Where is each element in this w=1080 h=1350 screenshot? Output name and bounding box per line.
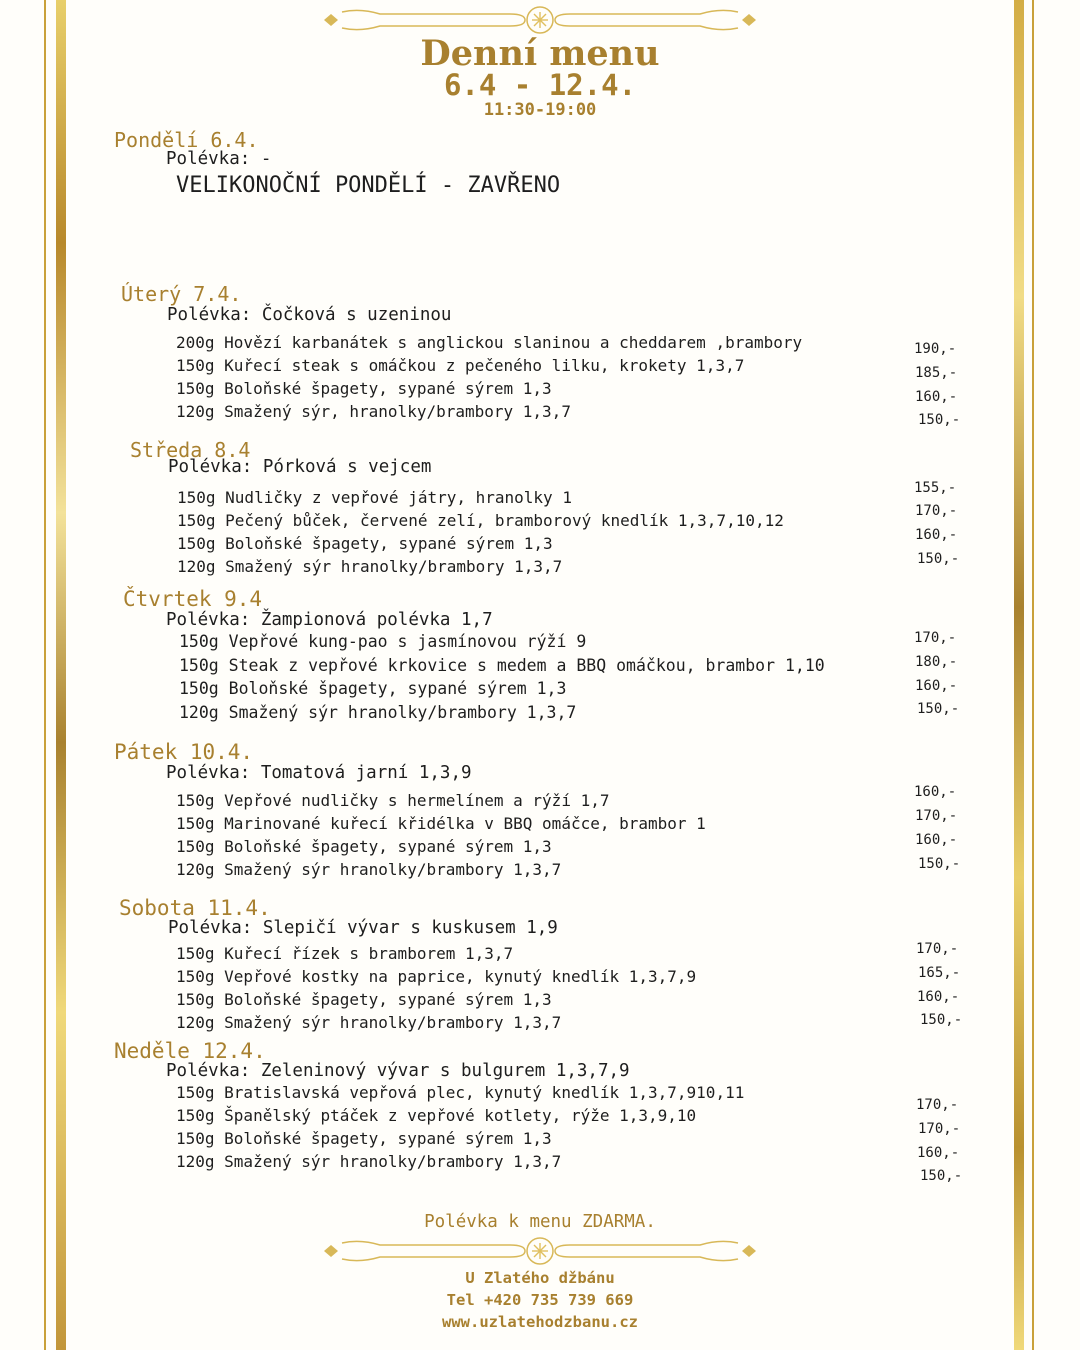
dish-price: 170,- <box>916 1097 959 1113</box>
dish-price: 160,- <box>915 678 958 694</box>
dish-price: 160,- <box>915 832 958 848</box>
soup-sunday: Polévka: Zeleninový vývar s bulgurem 1,3,7,9 <box>166 1061 630 1081</box>
dish-item: 150g Boloňské špagety, sypané sýrem 1,3 <box>177 534 553 553</box>
dish-item: 120g Smažený sýr hranolky/brambory 1,3,7 <box>176 860 562 879</box>
dish-item: 150g Bratislavská vepřová plec, kynutý knedlík 1,3,7,910,11 <box>176 1083 745 1102</box>
day-label-saturday: Sobota 11.4. <box>119 896 271 920</box>
dish-price: 170,- <box>915 808 958 824</box>
page-title: Denní menu <box>420 33 660 74</box>
dish-price: 155,- <box>914 480 957 496</box>
dish-item: 150g Vepřové kung-pao s jasmínovou rýží 9 <box>179 632 587 651</box>
border-outer-left <box>44 0 46 1350</box>
dish-item: 200g Hovězí karbanátek s anglickou slaninou a cheddarem ,brambory <box>176 333 803 352</box>
dish-price: 170,- <box>916 941 959 957</box>
dish-item: 120g Smažený sýr hranolky/brambory 1,3,7 <box>176 1013 562 1032</box>
dish-price: 150,- <box>918 412 961 428</box>
soup-saturday: Polévka: Slepičí vývar s kuskusem 1,9 <box>168 918 558 938</box>
dish-item: 150g Boloňské špagety, sypané sýrem 1,3 <box>176 379 552 398</box>
bottom-ornament <box>320 1231 760 1271</box>
day-label-sunday: Neděle 12.4. <box>114 1039 266 1063</box>
dish-price: 150,- <box>920 1168 963 1184</box>
free-soup-note: Polévka k menu ZDARMA. <box>424 1212 656 1232</box>
dish-item: 150g Kuřecí řízek s bramborem 1,3,7 <box>176 944 514 963</box>
dish-price: 170,- <box>915 503 958 519</box>
soup-tuesday: Polévka: Čočková s uzeninou <box>167 305 452 325</box>
dish-item: 150g Steak z vepřové krkovice s medem a BBQ omáčkou, brambor 1,10 <box>179 656 825 675</box>
menu-dates: 6.4 - 12.4. <box>443 68 637 102</box>
dish-item: 120g Smažený sýr hranolky/brambory 1,3,7 <box>176 1152 562 1171</box>
dish-price: 150,- <box>918 856 961 872</box>
dish-price: 150,- <box>920 1012 963 1028</box>
border-outer-right <box>1032 0 1034 1350</box>
dish-price: 160,- <box>915 527 958 543</box>
dish-price: 185,- <box>915 365 958 381</box>
soup-monday: Polévka: - <box>166 149 272 169</box>
opening-hours: 11:30-19:00 <box>483 100 597 120</box>
dish-price: 160,- <box>917 1145 960 1161</box>
border-left <box>56 0 66 1350</box>
dish-item: 150g Vepřové nudličky s hermelínem a rýží 1,7 <box>176 791 610 810</box>
soup-thursday: Polévka: Žampionová polévka 1,7 <box>166 610 493 630</box>
border-right <box>1014 0 1024 1350</box>
dish-price: 170,- <box>918 1121 961 1137</box>
dish-item: 150g Marinované kuřecí křidélka v BBQ omáčce, brambor 1 <box>176 814 706 833</box>
day-label-monday: Pondělí 6.4. <box>114 128 259 152</box>
closed-note-monday: VELIKONOČNÍ PONDĚLÍ - ZAVŘENO <box>176 173 561 198</box>
dish-item: 150g Boloňské špagety, sypané sýrem 1,3 <box>176 837 552 856</box>
dish-item: 150g Boloňské špagety, sypané sýrem 1,3 <box>176 1129 552 1148</box>
dish-item: 150g Španělský ptáček z vepřové kotlety, rýže 1,3,9,10 <box>176 1106 697 1125</box>
dish-price: 190,- <box>914 341 957 357</box>
day-label-wednesday: Středa 8.4 <box>130 438 251 462</box>
dish-price: 160,- <box>914 784 957 800</box>
dish-item: 150g Boloňské špagety, sypané sýrem 1,3 <box>179 679 567 698</box>
dish-price: 160,- <box>915 389 958 405</box>
dish-item: 150g Pečený bůček, červené zelí, bramborový knedlík 1,3,7,10,12 <box>177 511 784 530</box>
dish-item: 120g Smažený sýr hranolky/brambory 1,3,7 <box>177 557 563 576</box>
day-label-tuesday: Úterý 7.4. <box>121 282 242 306</box>
day-label-friday: Pátek 10.4. <box>114 740 254 764</box>
website-link[interactable]: www.uzlatehodzbanu.cz <box>442 1313 638 1331</box>
soup-wednesday: Polévka: Pórková s vejcem <box>168 457 432 477</box>
dish-price: 180,- <box>915 654 958 670</box>
dish-price: 170,- <box>914 630 957 646</box>
dish-item: 150g Nudličky z vepřové játry, hranolky 1 <box>177 488 572 507</box>
dish-price: 150,- <box>917 701 960 717</box>
dish-item: 150g Vepřové kostky na paprice, kynutý knedlík 1,3,7,9 <box>176 967 697 986</box>
dish-item: 120g Smažený sýr hranolky/brambory 1,3,7 <box>179 703 577 722</box>
dish-item: 120g Smažený sýr, hranolky/brambory 1,3,7 <box>176 402 571 421</box>
dish-price: 160,- <box>917 989 960 1005</box>
dish-item: 150g Kuřecí steak s omáčkou z pečeného lilku, krokety 1,3,7 <box>176 356 745 375</box>
day-label-thursday: Čtvrtek 9.4 <box>123 587 263 611</box>
dish-price: 165,- <box>918 965 961 981</box>
phone-number: Tel +420 735 739 669 <box>446 1291 634 1309</box>
restaurant-name: U Zlatého džbánu <box>465 1269 615 1287</box>
soup-friday: Polévka: Tomatová jarní 1,3,9 <box>166 763 472 783</box>
dish-price: 150,- <box>917 551 960 567</box>
dish-item: 150g Boloňské špagety, sypané sýrem 1,3 <box>176 990 552 1009</box>
